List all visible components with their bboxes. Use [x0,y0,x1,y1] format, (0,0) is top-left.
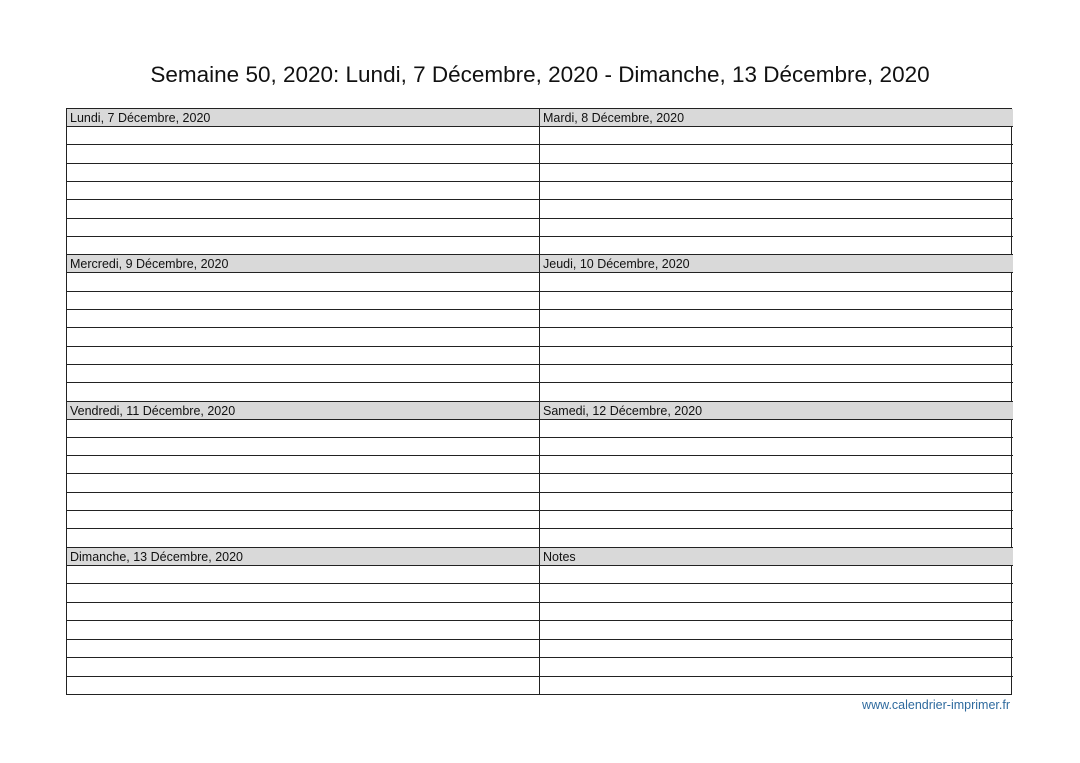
writing-line [67,219,539,237]
writing-line [67,145,539,163]
day-block-sunday [67,548,540,694]
writing-line [540,658,1013,676]
writing-line [67,677,539,694]
writing-line [540,420,1013,438]
writing-line [67,566,539,584]
writing-line [540,310,1013,328]
writing-line [67,438,539,456]
writing-line [540,328,1013,346]
day-block-tuesday [540,109,1013,255]
writing-line [67,164,539,182]
writing-line [540,511,1013,529]
writing-line [67,603,539,621]
day-header: Mardi, 8 Décembre, 2020 [540,109,1013,127]
writing-line [540,182,1013,200]
day-header: Mercredi, 9 Décembre, 2020 [67,255,539,273]
writing-line [67,529,539,546]
writing-line [540,456,1013,474]
writing-line [540,529,1013,546]
writing-line [67,658,539,676]
writing-line [67,420,539,438]
notes-block [540,548,1013,694]
writing-line [67,127,539,145]
writing-line [540,621,1013,639]
writing-line [67,310,539,328]
day-block-monday [67,109,540,255]
writing-line [67,200,539,218]
writing-line [67,328,539,346]
writing-line [540,127,1013,145]
day-header: Vendredi, 11 Décembre, 2020 [67,402,539,420]
writing-line [67,347,539,365]
day-block-thursday [540,255,1013,401]
writing-line [540,383,1013,400]
day-header: Dimanche, 13 Décembre, 2020 [67,548,539,566]
writing-line [540,219,1013,237]
writing-line [67,584,539,602]
page-title: Semaine 50, 2020: Lundi, 7 Décembre, 2020 - Dimanche, 13 Décembre, 2020 [150,62,930,87]
day-block-saturday [540,402,1013,548]
writing-line [540,237,1013,254]
writing-line [540,292,1013,310]
writing-line [540,273,1013,291]
writing-line [67,237,539,254]
day-header: Jeudi, 10 Décembre, 2020 [540,255,1013,273]
writing-line [67,365,539,383]
writing-line [67,621,539,639]
writing-line [540,493,1013,511]
day-header: Lundi, 7 Décembre, 2020 [67,109,539,127]
writing-line [67,511,539,529]
writing-line [540,640,1013,658]
writing-line [540,164,1013,182]
writing-line [67,474,539,492]
writing-line [540,677,1013,694]
writing-line [540,474,1013,492]
writing-line [540,200,1013,218]
writing-line [540,603,1013,621]
day-block-wednesday [67,255,540,401]
writing-line [67,383,539,400]
writing-line [540,347,1013,365]
writing-line [67,640,539,658]
notes-header: Notes [540,548,1013,566]
writing-line [67,493,539,511]
writing-line [540,584,1013,602]
writing-line [540,365,1013,383]
day-block-friday [67,402,540,548]
day-header: Samedi, 12 Décembre, 2020 [540,402,1013,420]
footer-website-link[interactable]: www.calendrier-imprimer.fr [862,698,1010,712]
writing-line [540,566,1013,584]
writing-line [67,292,539,310]
writing-line [540,438,1013,456]
writing-line [67,273,539,291]
weekly-planner-grid [66,108,1012,695]
writing-line [67,456,539,474]
writing-line [540,145,1013,163]
writing-line [67,182,539,200]
